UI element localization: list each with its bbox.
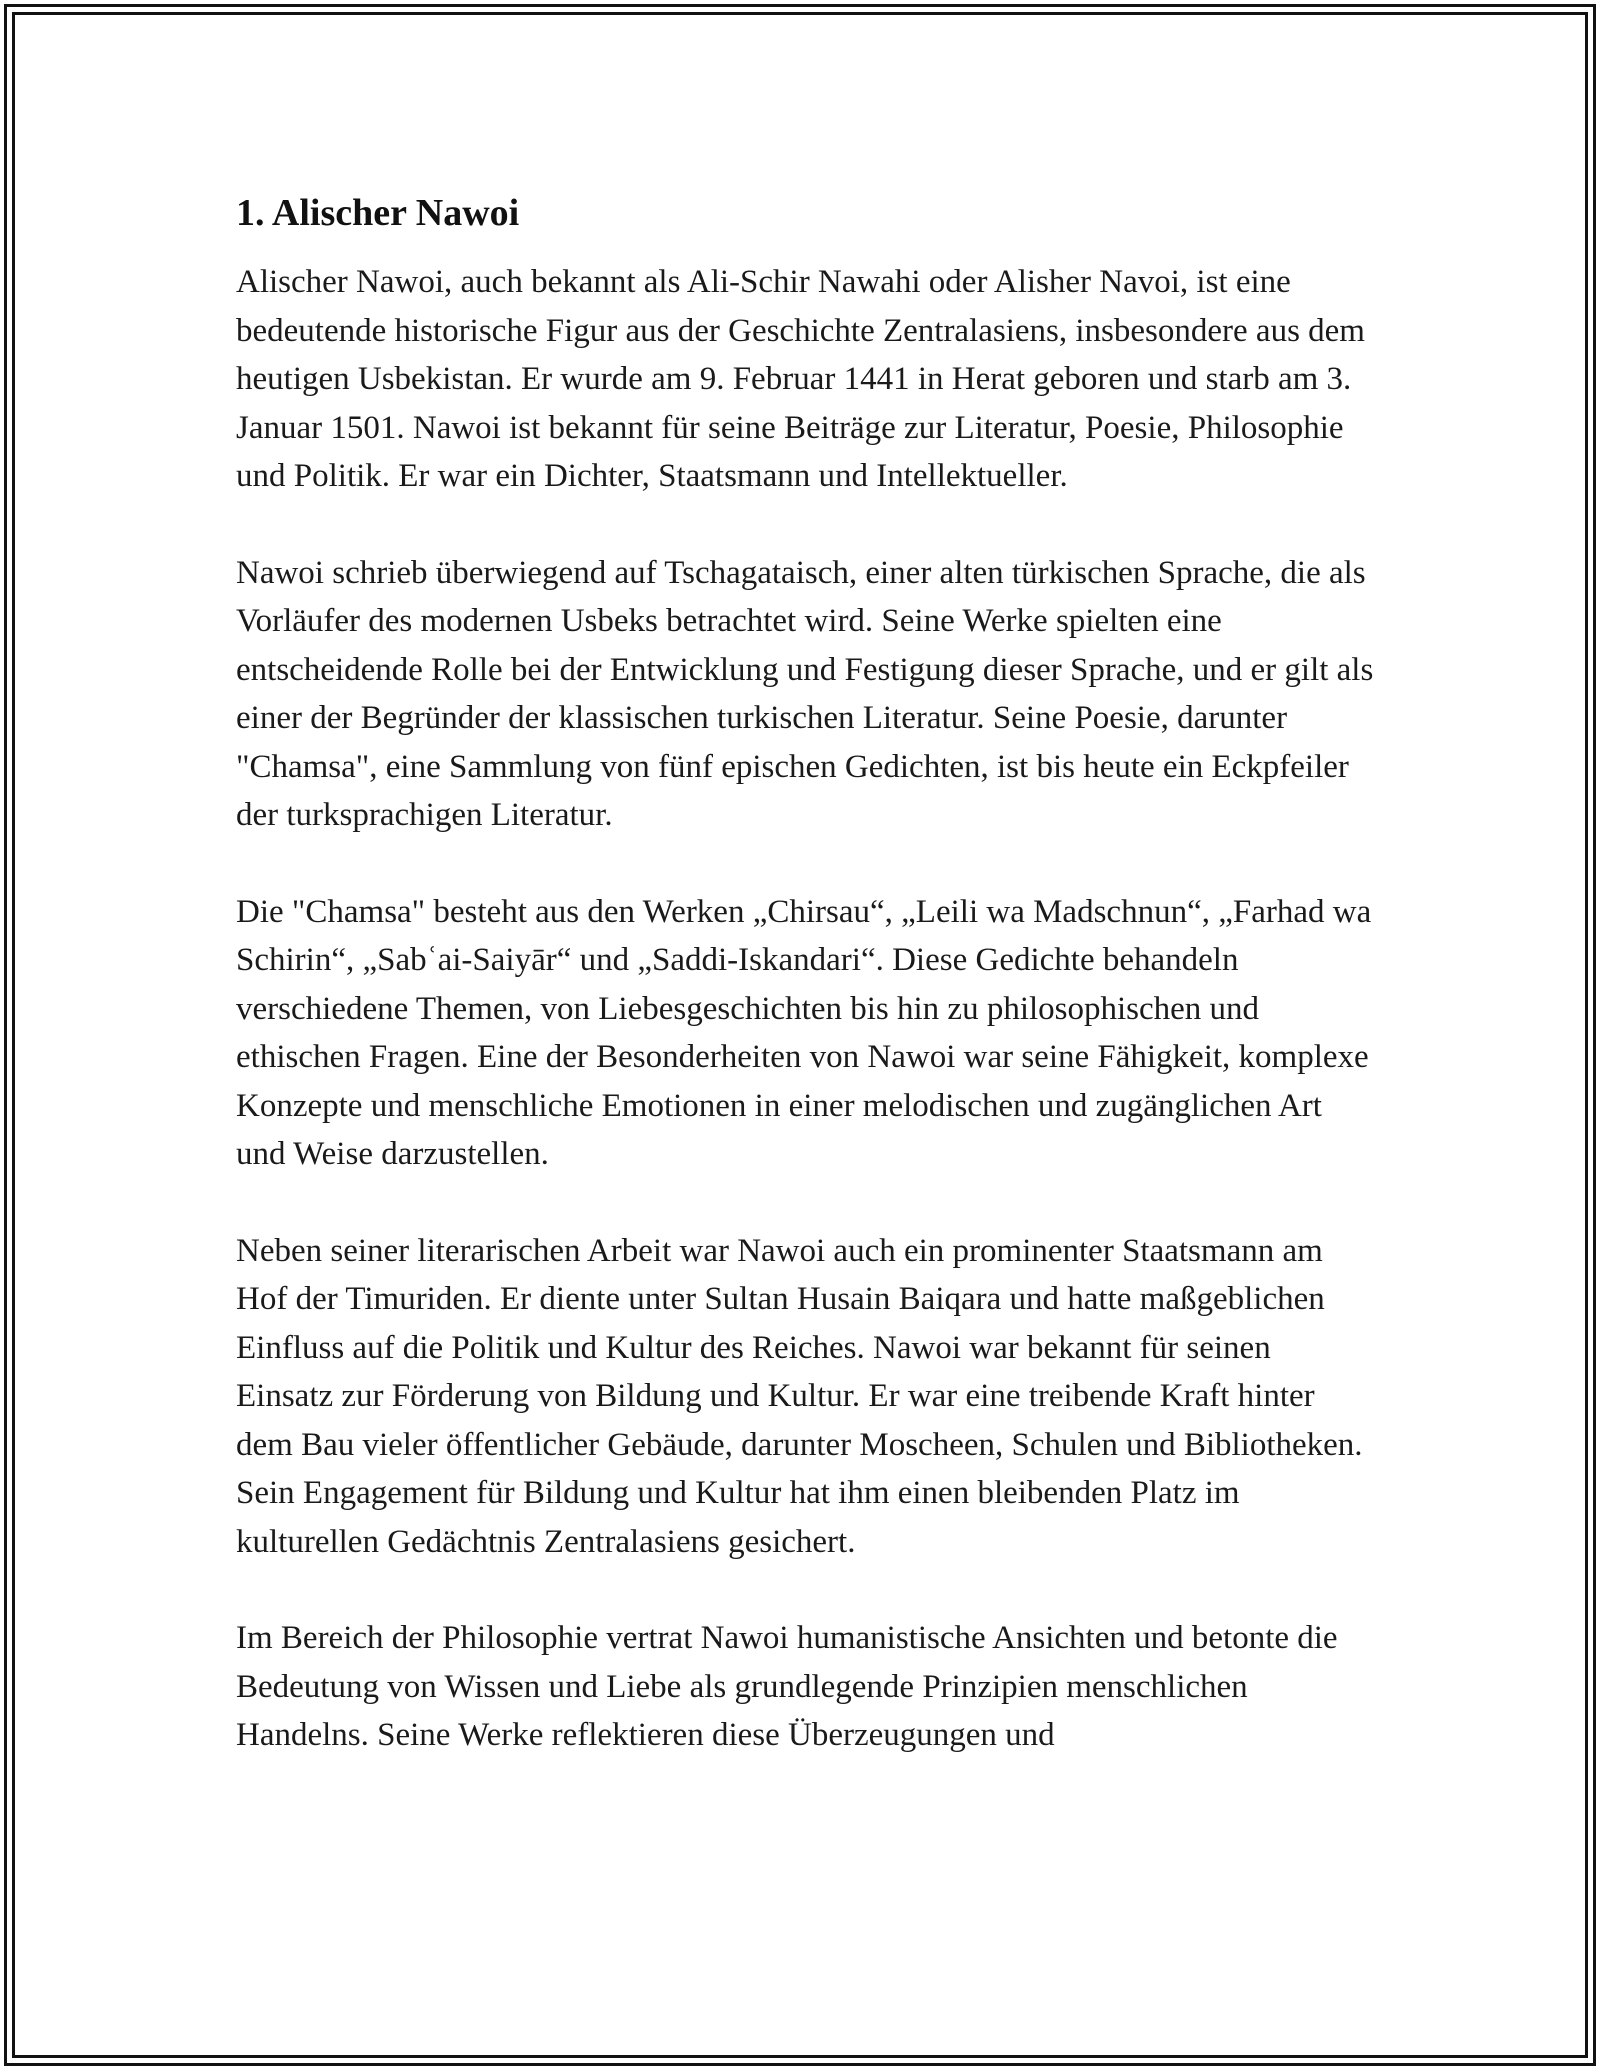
paragraph-language: Nawoi schrieb überwiegend auf Tschagataisch, einer alten türkischen Sprache, die als Vorläufer des modernen Usbeks betrachtet wird. Seine Werke spielten eine entscheidende Rolle bei der Entwicklung und Festigung dieser Sprache, und er gilt als einer der Begründer der klassischen turkischen Literatur. Seine Poesie, darunter "Chamsa", eine Sammlung von fünf epischen Gedichten, ist bis heute ein Eckpfeiler der turksprachigen Literatur.	[236, 554, 1374, 833]
paragraph-statesman: Neben seiner literarischen Arbeit war Nawoi auch ein prominenter Staatsmann am Hof der Timuriden. Er diente unter Sultan Husain Baiqara und hatte maßgeblichen Einfluss auf die Politik und Kultur des Reiches. Nawoi war bekannt für seinen Einsatz zur Förderung von Bildung und Kultur. Er war eine treibende Kraft hinter dem Bau vieler öffentlicher Gebäude, darunter Moscheen, Schulen und Bibliotheken. Sein Engagement für Bildung und Kultur hat ihm einen bleibenden Platz im kulturellen Gedächtnis Zentralasiens gesichert.	[236, 1232, 1363, 1560]
paragraph-intro: Alischer Nawoi, auch bekannt als Ali-Schir Nawahi oder Alisher Navoi, ist eine bedeutende historische Figur aus der Geschichte Zentralasiens, insbesondere aus dem heutigen Usbekistan. Er wurde am 9. Februar 1441 in Herat geboren und starb am 3. Januar 1501. Nawoi ist bekannt für seine Beiträge zur Literatur, Poesie, Philosophie und Politik. Er war ein Dichter, Staatsmann und Intellektueller.	[236, 264, 1365, 494]
paragraph-philosophy: Im Bereich der Philosophie vertrat Nawoi humanistische Ansichten und betonte die Bedeutung von Wissen und Liebe als grundlegende Prinzipien menschlichen Handelns. Seine Werke reflektieren diese Überzeugungen und	[236, 1620, 1338, 1753]
page-title: 1. Alischer Nawoi	[236, 192, 520, 234]
document-body	[236, 188, 1376, 1808]
paragraph-chamsa: Die "Chamsa" besteht aus den Werken „Chirsau“, „Leili wa Madschnun“, „Farhad wa Schirin“, „Sabʿai-Saiyār“ und „Saddi-Iskandari“. Diese Gedichte behandeln verschiedene Themen, von Liebesgeschichten bis hin zu philosophischen und ethischen Fragen. Eine der Besonderheiten von Nawoi war seine Fähigkeit, komplexe Konzepte und menschliche Emotionen in einer melodischen und zugänglichen Art und Weise darzustellen.	[236, 893, 1372, 1172]
